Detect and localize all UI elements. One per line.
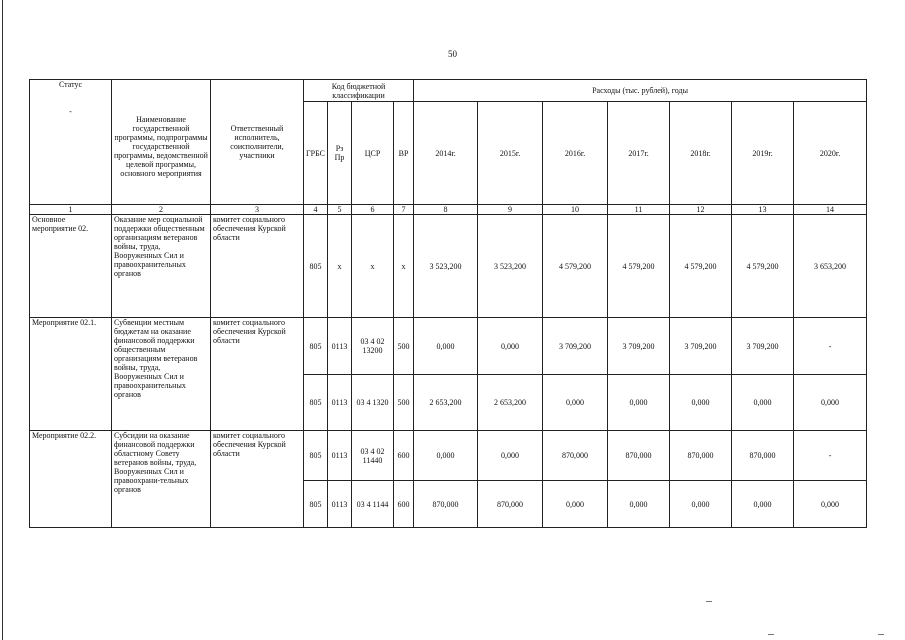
- executor-cell: комитет социального обеспечения Курской области: [211, 215, 304, 318]
- grbs-cell: 805: [304, 318, 328, 375]
- status-cell: Мероприятие 02.2.: [30, 431, 112, 528]
- rzpr-cell: 0113: [328, 481, 352, 528]
- year-header: 2018г.: [670, 102, 732, 205]
- value-cell: 0,000: [670, 375, 732, 431]
- vr-cell: х: [394, 215, 414, 318]
- vr-cell: 600: [394, 481, 414, 528]
- value-cell: 870,000: [543, 431, 608, 481]
- vr-header: ВР: [394, 102, 414, 205]
- column-number: 13: [732, 205, 794, 215]
- year-header: 2016г.: [543, 102, 608, 205]
- scan-speck: [706, 601, 712, 602]
- csr-cell: 03 4 02 11440: [352, 431, 394, 481]
- value-cell: 0,000: [414, 318, 478, 375]
- executor-cell: комитет социального обеспечения Курской области: [211, 318, 304, 431]
- value-cell: -: [794, 431, 867, 481]
- value-cell: 4 579,200: [670, 215, 732, 318]
- vr-cell: 500: [394, 375, 414, 431]
- csr-cell: 03 4 02 13200: [352, 318, 394, 375]
- value-cell: 0,000: [732, 375, 794, 431]
- value-cell: 870,000: [478, 481, 543, 528]
- rzpr-cell: х: [328, 215, 352, 318]
- executor-header: Ответственный исполнитель, соисполнители, участники: [211, 80, 304, 205]
- table-row: [30, 431, 867, 481]
- rzpr-cell: 0113: [328, 318, 352, 375]
- column-number: 4: [304, 205, 328, 215]
- year-header: 2017г.: [608, 102, 670, 205]
- column-number: 7: [394, 205, 414, 215]
- value-cell: 4 579,200: [608, 215, 670, 318]
- value-cell: 4 579,200: [543, 215, 608, 318]
- column-number-row: [30, 205, 867, 215]
- year-header: 2020г.: [794, 102, 867, 205]
- csr-cell: 03 4 1144: [352, 481, 394, 528]
- rzpr-cell: 0113: [328, 431, 352, 481]
- column-number: 1: [30, 205, 112, 215]
- grbs-cell: 805: [304, 431, 328, 481]
- executor-cell: комитет социального обеспечения Курской области: [211, 431, 304, 528]
- budget-code-header: Код бюджетной классификации: [304, 80, 414, 102]
- vr-cell: 500: [394, 318, 414, 375]
- status-cell: Основное мероприятие 02.: [30, 215, 112, 318]
- scan-edge-line: [2, 0, 3, 640]
- value-cell: 870,000: [608, 431, 670, 481]
- table-row: [30, 318, 867, 375]
- name-cell: Субвенции местным бюджетам на оказание финансовой поддержки общественным организациям ветеранов войны, труда, Вооруженных Сил и правоохранительных органов: [112, 318, 211, 431]
- year-header: 2015г.: [478, 102, 543, 205]
- value-cell: 3 709,200: [670, 318, 732, 375]
- name-header: Наименование государственной программы, подпрограммы государственной программы, ведомственной целевой программы, основного мероприятия: [112, 80, 211, 205]
- column-number: 14: [794, 205, 867, 215]
- value-cell: 0,000: [794, 375, 867, 431]
- value-cell: 870,000: [414, 481, 478, 528]
- column-number: 5: [328, 205, 352, 215]
- header-row-1: [30, 80, 867, 102]
- rzpr-cell: 0113: [328, 375, 352, 431]
- grbs-cell: 805: [304, 375, 328, 431]
- expenses-header: Расходы (тыс. рублей), годы: [414, 80, 867, 102]
- status-header: Статус: [58, 80, 83, 89]
- column-number: 9: [478, 205, 543, 215]
- status-cell: Мероприятие 02.1.: [30, 318, 112, 431]
- value-cell: 0,000: [543, 375, 608, 431]
- grbs-cell: 805: [304, 481, 328, 528]
- value-cell: 4 579,200: [732, 215, 794, 318]
- value-cell: -: [794, 318, 867, 375]
- column-number: 11: [608, 205, 670, 215]
- value-cell: 0,000: [608, 375, 670, 431]
- value-cell: 3 709,200: [543, 318, 608, 375]
- table-row: [30, 215, 867, 318]
- value-cell: 0,000: [478, 431, 543, 481]
- value-cell: 3 653,200: [794, 215, 867, 318]
- scan-speck: [768, 634, 774, 635]
- rzpr-header: Рз Пр: [328, 102, 352, 205]
- grbs-cell: 805: [304, 215, 328, 318]
- value-cell: 0,000: [794, 481, 867, 528]
- scan-speck: [878, 634, 884, 635]
- value-cell: 870,000: [732, 431, 794, 481]
- column-number: 8: [414, 205, 478, 215]
- csr-cell: х: [352, 215, 394, 318]
- status-header-cell: [30, 80, 112, 205]
- column-number: 2: [112, 205, 211, 215]
- value-cell: 2 653,200: [414, 375, 478, 431]
- column-number: 6: [352, 205, 394, 215]
- value-cell: 0,000: [543, 481, 608, 528]
- grbs-header: ГРБС: [304, 102, 328, 205]
- value-cell: 3 709,200: [732, 318, 794, 375]
- value-cell: 0,000: [732, 481, 794, 528]
- value-cell: 2 653,200: [478, 375, 543, 431]
- value-cell: 3 523,200: [478, 215, 543, 318]
- value-cell: 870,000: [670, 431, 732, 481]
- csr-header: ЦСР: [352, 102, 394, 205]
- csr-cell: 03 4 1320: [352, 375, 394, 431]
- budget-table: [29, 79, 867, 528]
- value-cell: 0,000: [670, 481, 732, 528]
- vr-cell: 600: [394, 431, 414, 481]
- value-cell: 3 523,200: [414, 215, 478, 318]
- column-number: 12: [670, 205, 732, 215]
- column-number: 3: [211, 205, 304, 215]
- page-number: 50: [448, 49, 457, 59]
- name-cell: Субсидии на оказание финансовой поддержки областному Совету ветеранов войны, труда, Вооруженных Сил и правоохрани-тельных органов: [112, 431, 211, 528]
- year-header: 2019г.: [732, 102, 794, 205]
- name-cell: Оказание мер социальной поддержки общественным организациям ветеранов войны, труда, Вооруженных Сил и правоохранительных органов: [112, 215, 211, 318]
- value-cell: 3 709,200: [608, 318, 670, 375]
- year-header: 2014г.: [414, 102, 478, 205]
- column-number: 10: [543, 205, 608, 215]
- value-cell: 0,000: [608, 481, 670, 528]
- value-cell: 0,000: [478, 318, 543, 375]
- value-cell: 0,000: [414, 431, 478, 481]
- status-header-mark: -: [69, 107, 72, 116]
